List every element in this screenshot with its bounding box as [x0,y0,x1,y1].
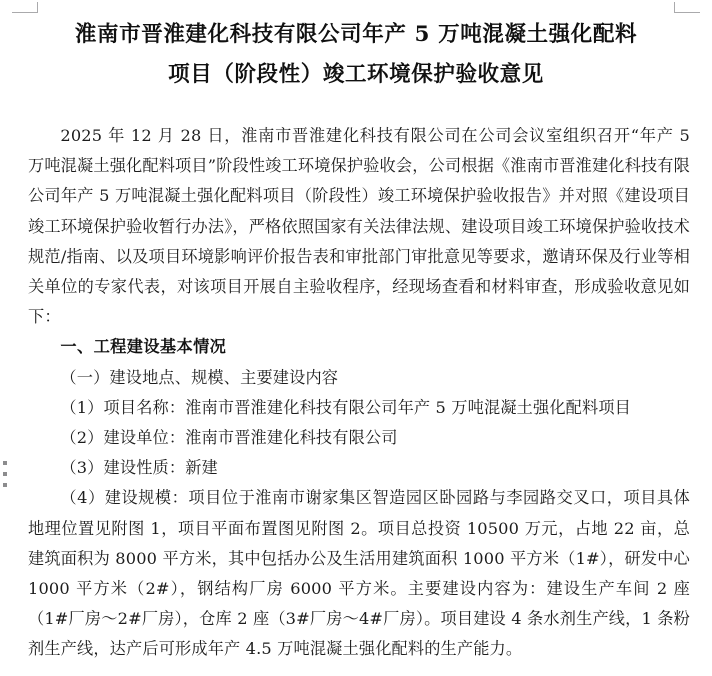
page-title-line-1: 淮南市晋淮建化科技有限公司年产 5 万吨混凝土强化配料 [74,22,638,47]
document-body [0,121,712,665]
list-item-construction-unit: （2）建设单位：淮南市晋淮建化科技有限公司 [60,428,398,448]
page-title-line-2: 项目（阶段性）竣工环境保护验收意见 [168,62,544,87]
paragraph-intro: 2025 年 12 月 28 日，淮南市晋淮建化科技有限公司在公司会议室组织召开“年产 5 万吨混凝土强化配料项目”阶段性竣工环境保护验收会，公司根据《淮南市晋淮建化科技有限公司年产 5 万吨混凝土强化配料项目（阶段性）竣工环境保护验收报告》并对照《建设项目竣工环境保护验收暂行办法》，严格依照国家有关法律法规、建设项目竣工环境保护验收技术规范/指南、以及项目环境影响评价报告表和审批部门审批意见等要求，邀请环保及行业等相关单位的专家代表，对该项目开展自主验收程序，经现场查看和材料审查，形成验收意见如下： [28,126,690,327]
section-heading-1: 一、工程建设基本情况 [60,337,227,357]
subsection-heading-1-1: （一）建设地点、规模、主要建设内容 [60,367,339,387]
list-item-construction-scale: （4）建设规模：项目位于淮南市谢家集区智造园区卧园路与李园路交叉口，项目具体地理位置见附图 1，项目平面布置图见附图 2。项目总投资 10500 万元，占地 22 亩，总建筑面积为 8000 平方米，其中包括办公及生活用建筑面积 1000 平方米（1#），研发中心 1000 平方米（2#），钢结构厂房 6000 平方米。主要建设内容为：建设生产车间 2 座（1#厂房～2#厂房），仓库 2 座（3#厂房～4#厂房）。项目建设 4 条水剂生产线，1 条粉剂生产线，达产后可形成年产 4.5 万吨混凝土强化配料的生产能力。 [28,488,690,659]
list-item-project-name: （1）项目名称：淮南市晋淮建化科技有限公司年产 5 万吨混凝土强化配料项目 [60,397,632,417]
list-item-construction-nature: （3）建设性质：新建 [60,458,218,478]
